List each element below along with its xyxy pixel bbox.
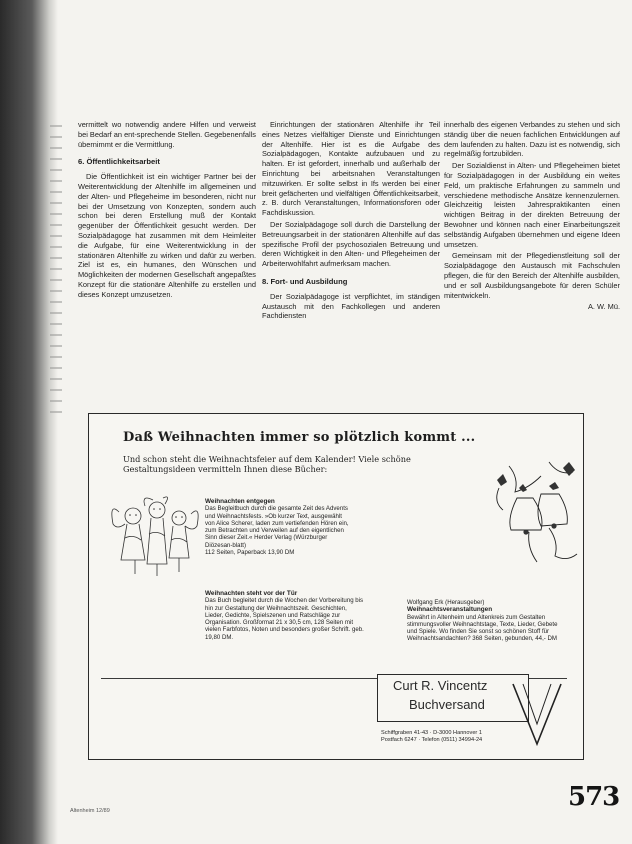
book-entry [205,498,351,556]
address-line: Schiffgraben 41-43 · D-3000 Hannover 1 [381,730,482,736]
text-column-3 [444,120,620,312]
paragraph: Der Sozialpädagoge ist verpflichtet, im ständigen Austausch mit den Fachkollegen und anderen Fachdiensten [262,291,440,321]
publisher-subtitle: Buchversand [409,697,485,712]
paragraph: Der Sozialdienst in Alten- und Pflegeheimen bietet für Sozialpädagogen in der Ausbildung ein weites Feld, um praktische Erfahrungen zu sammeln und verschiedene methodische Ansätze kennenzulernen. Gleichzeitig leisten Jahrespraktikanten einen wichtigen Beitrag in der direkten Betreuung der Bewohner und können nach einer Einarbeitungszeit selbständig Aufgaben übernehmen und eigene Ideen umsetzen. [444,161,620,249]
book-entry [407,599,559,643]
footer-note: Altenheim 12/89 [70,808,110,814]
author-signature: A. W. Mü. [587,302,620,312]
book-description: Das Buch begleitet durch die Wochen der Vorbereitung bis hin zur Gestaltung der Weihnachtszeit. Geschichten, Lieder, Gedichte, Spielszenen und Ratschläge zur Organisation. Großformat 21 x 30,5 cm, 128 Seiten mit vielen Farbfotos, Noten und besonders großer Schrift. geb. 19,80 DM. [205,597,364,641]
angels-illustration [105,494,203,578]
paragraph: innerhalb des eigenen Verbandes zu stehen und sich ständig über die neuen fachlichen Entwicklungen auf dem laufenden zu halten. Dazu ist es notwendig, sich regelmäßig fortzubilden. [444,120,620,159]
paragraph: Der Sozialpädagoge soll durch die Darstellung der Betreuungsarbeit in der stationären Altenhilfe auf das spezifische Profil der psychosozialen Betreuung und deren Wichtigkeit in den Alten- und Pflegeheimen der Arbeiterwohlfahrt aufmerksam machen. [262,219,440,269]
publisher-address [381,730,541,744]
text-column-2 [262,120,440,323]
book-description: Bewährt in Altenheim und Altenkreis zum Gestalten stimmungsvoller Weihnachtstage, Texte, Lieder, Gebete und Spiele. Wo finden Sie sonst so schönen Stoff für Weihnachtsandachten? 368 Seiten, gebunden, 44,- DM [407,613,558,643]
binding-marks [50,125,62,415]
paragraph: Einrichtungen der stationären Altenhilfe ihr Teil eines Netzes vielfältiger Dienste und Einrichtungen der Altenhilfe. Hier ist es die Aufgabe des Sozialpädagogen, Kontakte aufzubauen und zu halten. Er ist gefordert, innerhalb und außerhalb der Einrichtung bei arbeitsnahen Veranstaltungen mitzuwirken. Er sollte selbst in Ifs werden bei einer breit gefächerten und vielfältigen Öffentlichkeitsarbeit, z. B. durch Veranstaltungen, Informationsforen oder Fachdiskussion. [262,120,440,218]
book-entry [205,590,365,641]
book-author: Wolfgang Erk (Herausgeber) [407,599,485,606]
section-heading: 6. Öffentlichkeitsarbeit [78,157,160,167]
paragraph: Die Öffentlichkeit ist ein wichtiger Partner bei der Weiterentwicklung der Altenhilfe im allgemeinen und der Alten- und Pflegeheime im besonderen, nicht nur bei der Umsetzung von Konzepten, sondern auch schon bei deren Erstellung muß der Kontakt gegenüber der Öffentlichkeit gesucht werden. Der Sozialpädagoge hat zusammen mit dem Heimleiter die Aufgabe, für eine Weiterentwicklung in der stationären Altenhilfe zu wirken und dafür zu werben. Ziel ist es, ein humanes, den Wünschen und Möglichkeiten der modernen Gesellschaft angepaßtes Konzept für die stationäre Altenhilfe zu erstellen und dieses Konzept umzusetzen. [78,172,256,299]
text-column-1 [78,120,256,302]
book-title: Weihnachten steht vor der Tür [205,590,298,597]
publisher-name: Curt R. Vincentz [393,678,488,693]
book-price: 112 Seiten, Paperback 13,90 DM [205,549,295,557]
ad-title: Daß Weihnachten immer so plötzlich kommt ... [123,430,476,445]
paragraph: Gemeinsam mit der Pflegedienstleitung soll der Sozialpädagoge den Austausch mit Fachschulen pflegen, die für den Bereich der Altenhilfe ausbilden, und er soll Ausbildungsangebote für deren Schüler mitentwickeln. [444,251,620,300]
advertisement [88,413,584,760]
section-heading: 8. Fort- und Ausbildung [262,276,348,286]
address-line: Postfach 6247 · Telefon (0511) 34994-24 [381,737,483,743]
page-number: 573 [568,782,620,812]
paragraph: vermittelt wo notwendig andere Hilfen und verweist bei Bedarf an ent-sprechende Stellen. Gegebenenfalls übernimmt er die Vermittlung. [78,120,256,149]
bells-illustration [489,458,581,570]
ad-subtitle: Und schon steht die Weihnachtsfeier auf dem Kalender! Viele schöne Gestaltungsideen vermitteln Ihnen diese Bücher: [123,454,411,474]
book-description: Das Begleitbuch durch die gesamte Zeit des Advents und Weihnachtsfests. »Ob kurzer Text, ausgewählt von Alice Scherer, laden zum vertiefenden Hören ein, zum Betrachten und Verweilen auf den eigentlichen Sinn dieser Zeit.« Herder Verlag (Würzburger Diözesan-blatt) [205,505,349,549]
book-title: Weihnachtsveranstaltungen [407,606,493,614]
book-title: Weihnachten entgegen [205,498,275,505]
